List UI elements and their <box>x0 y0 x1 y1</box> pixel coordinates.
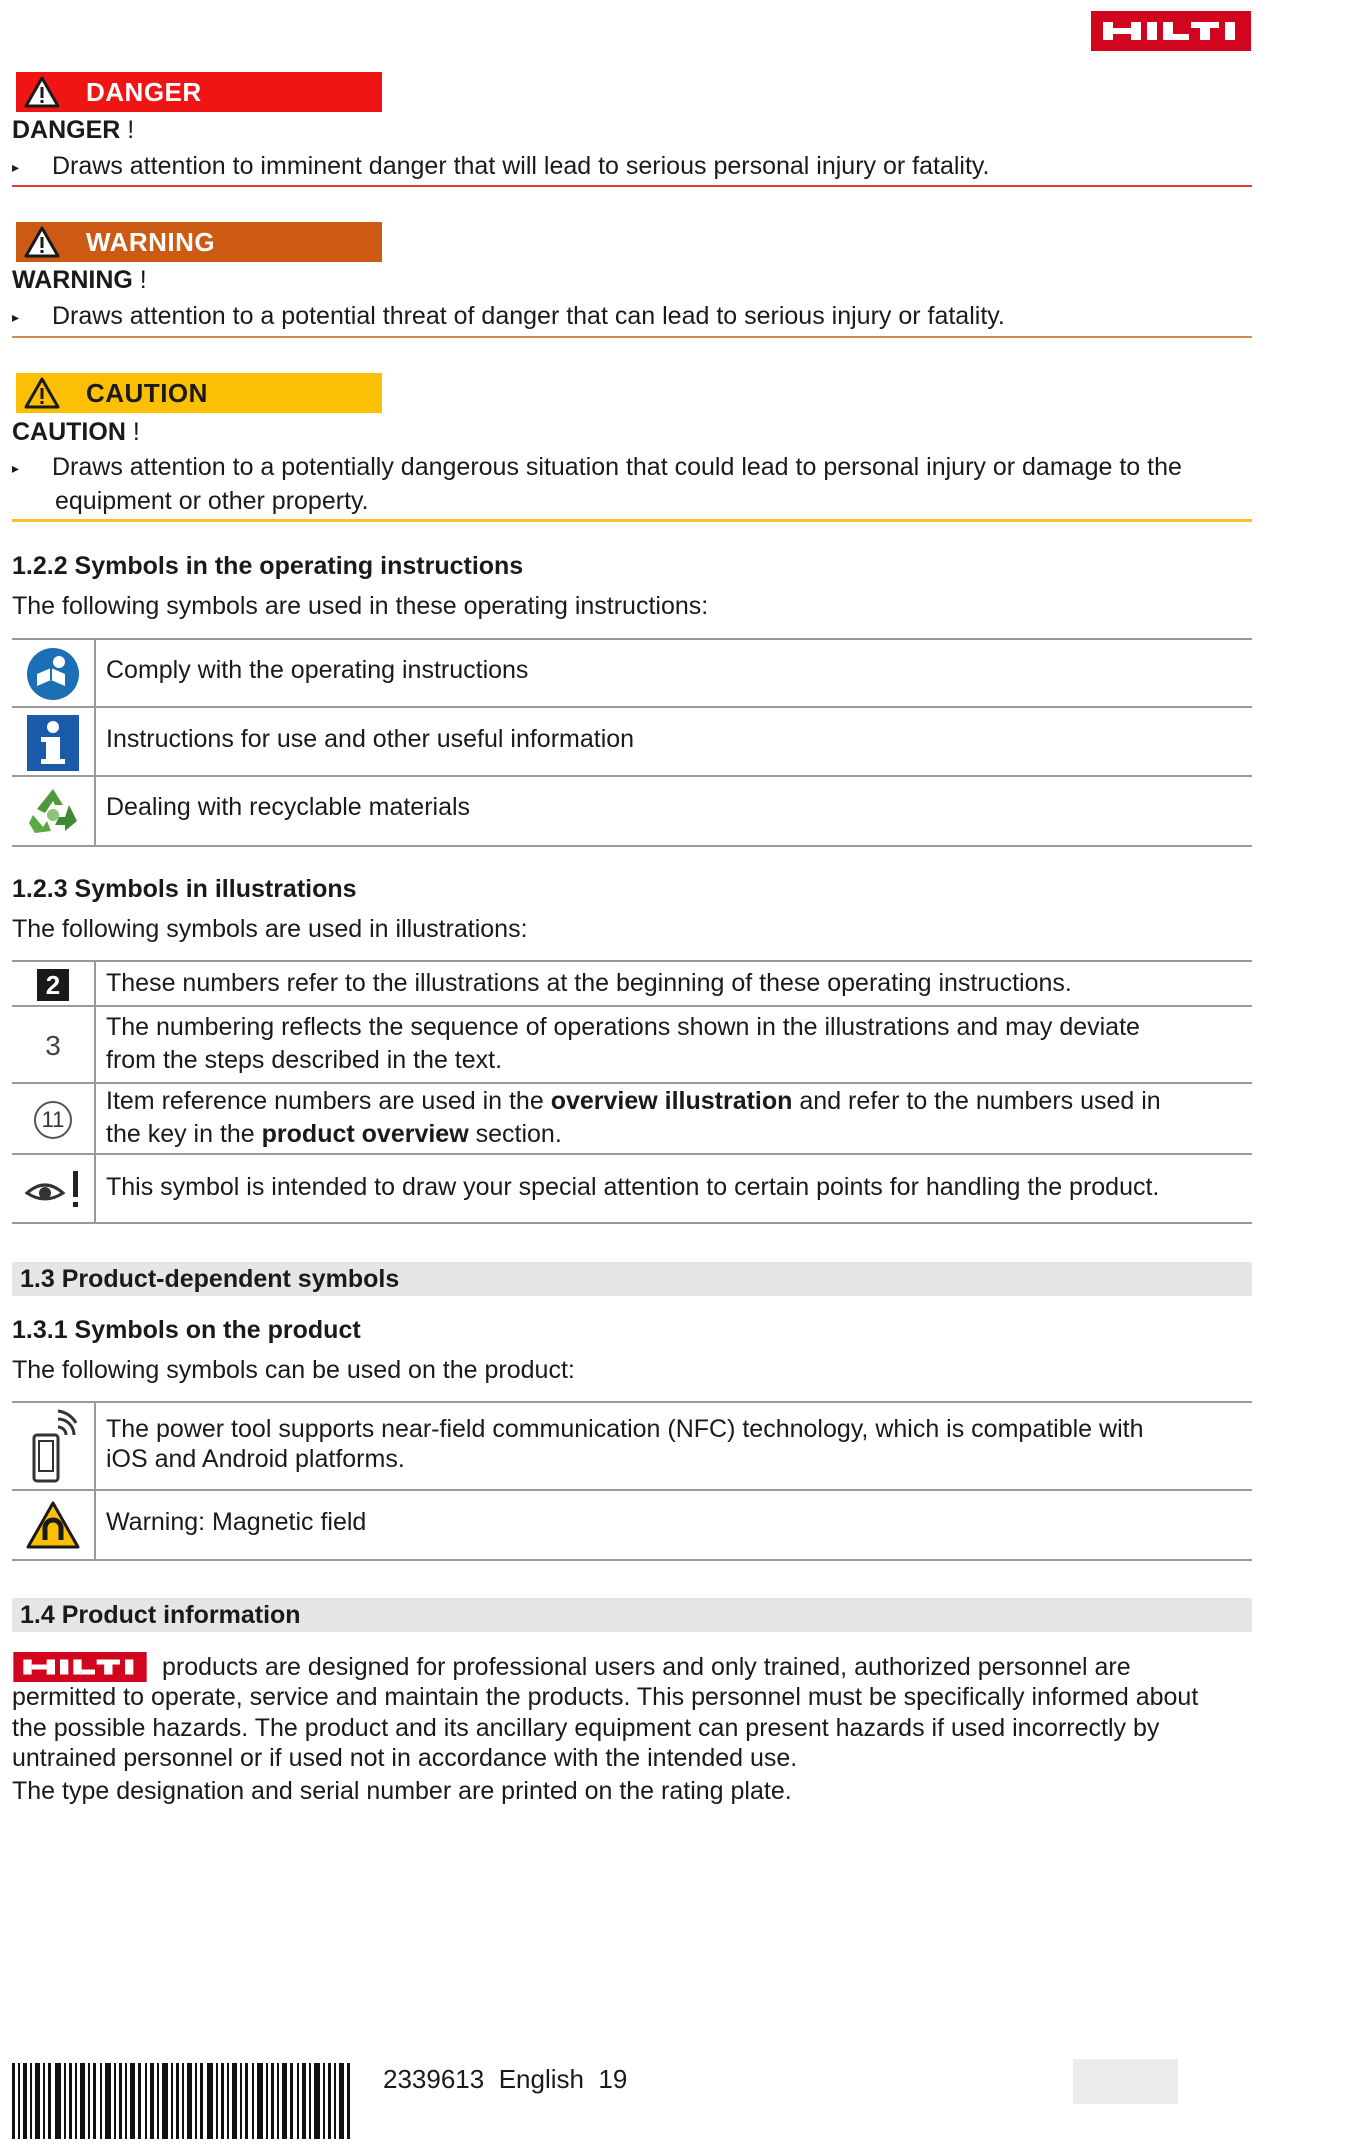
danger-signal-bar <box>16 72 382 112</box>
caution-label: CAUTION <box>86 377 208 408</box>
row-text: Warning: Magnetic field <box>106 1508 367 1536</box>
nfc-phone-icon <box>28 1409 78 1485</box>
caution-title: CAUTION ! <box>12 418 140 446</box>
intro-1-2-2: The following symbols are used in these operating instructions: <box>12 592 709 620</box>
product-info-line-5: The type designation and serial number are printed on the rating plate. <box>12 1777 792 1805</box>
warning-triangle-icon <box>24 225 60 259</box>
section-band-1-3: 1.3 Product-dependent symbols <box>12 1262 1252 1296</box>
warning-bullet: ▸ Draws attention to a potential threat of danger that can lead to serious injury or fatality. <box>12 302 1005 330</box>
table-row <box>12 1005 1252 1084</box>
row-text: These numbers refer to the illustrations at the beginning of these operating instructions. <box>106 969 1072 997</box>
footer-gray-box <box>1073 2059 1178 2104</box>
warning-triangle-icon <box>24 75 60 109</box>
row-text: This symbol is intended to draw your special attention to certain points for handling the product. <box>106 1173 1160 1201</box>
figure-number-icon: 2 <box>37 969 69 1001</box>
caution-bullet: ▸ Draws attention to a potentially dangerous situation that could lead to personal injury or damage to the <box>12 453 1182 481</box>
read-manual-icon <box>25 646 81 702</box>
intro-1-3-1: The following symbols can be used on the product: <box>12 1356 575 1384</box>
hilti-logo <box>1091 11 1251 51</box>
row-text: The numbering reflects the sequence of operations shown in the illustrations and may deviate from the steps described in the text. <box>106 1013 1140 1074</box>
warning-signal-bar <box>16 222 382 262</box>
danger-divider <box>12 185 1252 187</box>
warning-label: WARNING <box>86 226 216 257</box>
caution-bullet-cont: equipment or other property. <box>55 487 369 515</box>
inline-logo-text: HILTI <box>80 1672 82 1674</box>
section-band-1-4: 1.4 Product information <box>12 1598 1252 1632</box>
magnetic-warning-icon <box>25 1500 81 1550</box>
heading-1-2-2: 1.2.2 Symbols in the operating instructions <box>12 552 524 580</box>
table-row <box>12 1082 1252 1155</box>
hilti-inline-logo <box>12 1652 148 1682</box>
row-text: The power tool supports near-field communication (NFC) technology, which is compatible with iOS and Android platforms. <box>106 1415 1144 1473</box>
table-row <box>12 638 1252 708</box>
caution-signal-bar <box>16 373 382 413</box>
product-info-line-1: products are designed for professional users and only trained, authorized personnel are <box>162 1653 1131 1681</box>
item-reference-icon: 11 <box>34 1101 72 1139</box>
row-text: Instructions for use and other useful information <box>106 725 635 753</box>
table-row <box>12 1489 1252 1561</box>
warning-divider <box>12 336 1252 338</box>
attention-eye-icon <box>23 1167 83 1211</box>
heading-1-3-1: 1.3.1 Symbols on the product <box>12 1316 361 1344</box>
row-text: Dealing with recyclable materials <box>106 793 471 821</box>
logo-text: HILTI <box>1171 38 1174 39</box>
caution-divider <box>12 519 1252 522</box>
barcode <box>12 2063 352 2139</box>
warning-triangle-icon <box>24 376 60 410</box>
step-number-icon: 3 <box>45 1029 61 1061</box>
table-row <box>12 706 1252 777</box>
table-row <box>12 775 1252 847</box>
danger-label: DANGER <box>86 76 202 107</box>
heading-1-2-3: 1.2.3 Symbols in illustrations <box>12 875 357 903</box>
footer-doc-info: 2339613 English 19 <box>383 2064 628 2094</box>
danger-title: DANGER ! <box>12 116 135 144</box>
product-info-line-2: permitted to operate, service and maintain the products. This personnel must be specifically informed about <box>12 1683 1199 1711</box>
product-info-line-4: untrained personnel or if used not in accordance with the intended use. <box>12 1744 798 1772</box>
recycle-icon <box>25 783 81 839</box>
info-icon <box>27 715 79 771</box>
table-row <box>12 1401 1252 1491</box>
row-text: Item reference numbers are used in the overview illustration and refer to the numbers used in the key in the product overview section. <box>106 1087 1161 1148</box>
product-info-line-3: the possible hazards. The product and its ancillary equipment can present hazards if used incorrectly by <box>12 1714 1160 1742</box>
table-row <box>12 1153 1252 1224</box>
danger-bullet: ▸ Draws attention to imminent danger that will lead to serious personal injury or fatality. <box>12 152 990 180</box>
table-row <box>12 960 1252 1007</box>
warning-title: WARNING ! <box>12 266 147 294</box>
row-text: Comply with the operating instructions <box>106 656 529 684</box>
intro-1-2-3: The following symbols are used in illustrations: <box>12 915 528 943</box>
